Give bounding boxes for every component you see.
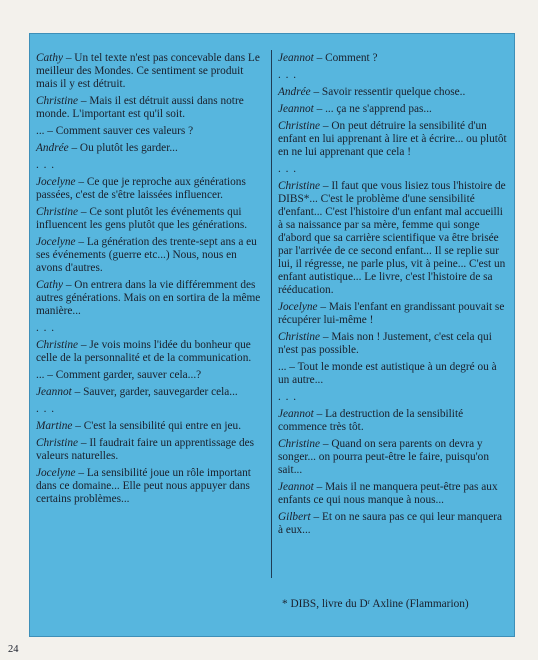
speaker-name: Jeannot — [278, 408, 314, 420]
column-divider — [271, 50, 272, 578]
speaker-name: Christine — [278, 120, 321, 132]
dialogue-entry — [36, 437, 264, 463]
entry-text: – Mais il ne manquera peut-être pas aux enfants ce qui nous manque à nous... — [278, 481, 498, 506]
dialogue-entry — [36, 142, 264, 155]
dialogue-entry — [36, 125, 264, 138]
entry-text: – Il faut que vous lisiez tous l'histoire de DIBS*... C'est le problème d'une sensibilité d'enfant... C'est l'histoire d'un enfant mal accueilli à sa naissance par sa mère, femme qui songe d'abord que sa carrière scientifique va être brisée par l'arrivée de ce second enfant... Il se replie sur lui, il régresse, ne parle plus, vit à peine... C'est un enfant autistique... Le livre, c'est l'histoire de sa rééducation. — [278, 180, 506, 296]
entry-text: ... – Tout le monde est autistique à un degré ou à un autre... — [278, 361, 497, 386]
entry-text: – ... ça ne s'apprend pas... — [313, 103, 432, 115]
dialogue-entry — [36, 467, 264, 506]
dialogue-entry — [278, 86, 508, 99]
entry-text: – La génération des trente-sept ans a eu ses événements (guerre etc...) Nous, nous en avons d'autres. — [36, 236, 257, 274]
entry-text: – Quand on sera parents on devra y songer... on pourra peut-être le faire, puisqu'on sait... — [278, 438, 489, 476]
speaker-name: Jocelyne — [36, 176, 76, 188]
entry-text: ... – Comment sauver ces valeurs ? — [36, 125, 194, 137]
entry-text: – La destruction de la sensibilité commence très tôt. — [278, 408, 464, 433]
dialogue-entry — [278, 103, 508, 116]
dialogue-entry — [36, 95, 264, 121]
speaker-name: Christine — [36, 437, 79, 449]
speaker-name: Jeannot — [278, 481, 314, 493]
entry-text: – Sauver, garder, sauvegarder cela... — [71, 386, 238, 398]
entry-text: – Comment ? — [313, 52, 378, 64]
entry-text: – On peut détruire la sensibilité d'un enfant en lui apprenant à lire et à écrire... ou plutôt en ne lui apprenant que cela ! — [278, 120, 507, 158]
ellipsis-break — [278, 163, 508, 176]
entry-text: – Un tel texte n'est pas concevable dans Le meilleur des Mondes. Ce sentiment se produit mais il y est détruit. — [36, 52, 260, 90]
dialogue-entry — [278, 408, 508, 434]
page-number: 24 — [8, 644, 19, 655]
entry-text: – La sensibilité joue un rôle important dans ce domaine... Elle peut nous appuyer dans certains problèmes... — [36, 467, 251, 505]
speaker-name: Jocelyne — [36, 467, 76, 479]
dialogue-entry — [278, 120, 508, 159]
dialogue-entry — [278, 331, 508, 357]
entry-text: . . . — [278, 163, 298, 175]
entry-text: – Savoir ressentir quelque chose.. — [310, 86, 466, 98]
dialogue-entry — [36, 279, 264, 318]
ellipsis-break — [278, 69, 508, 82]
dialogue-entry — [278, 52, 508, 65]
dialogue-entry — [278, 180, 508, 297]
speaker-name: Christine — [36, 339, 79, 351]
entry-text: – Ce sont plutôt les événements qui influencent les gens plutôt que les générations. — [36, 206, 248, 231]
ellipsis-break — [36, 159, 264, 172]
left-column — [36, 52, 264, 510]
speaker-name: Gilbert — [278, 511, 311, 523]
footnote: * DIBS, livre du Dʳ Axline (Flammarion) — [282, 598, 469, 610]
dialogue-entry — [36, 206, 264, 232]
dialogue-entry — [36, 236, 264, 275]
entry-text: ... – Comment garder, sauver cela...? — [36, 369, 202, 381]
dialogue-entry — [278, 301, 508, 327]
speaker-name: Christine — [278, 331, 321, 343]
speaker-name: Jocelyne — [278, 301, 318, 313]
right-column — [278, 52, 508, 541]
speaker-name: Martine — [36, 420, 73, 432]
speaker-name: Jeannot — [278, 52, 314, 64]
entry-text: – Mais non ! Justement, c'est cela qui n'est pas possible. — [278, 331, 492, 356]
speaker-name: Jeannot — [36, 386, 72, 398]
entry-text: – Mais il est détruit aussi dans notre monde. L'important est qu'il soit. — [36, 95, 244, 120]
dialogue-entry — [278, 511, 508, 537]
dialogue-entry — [36, 369, 264, 382]
dialogue-entry — [36, 52, 264, 91]
entry-text: . . . — [36, 159, 56, 171]
entry-text: . . . — [278, 69, 298, 81]
ellipsis-break — [36, 322, 264, 335]
speaker-name: Jeannot — [278, 103, 314, 115]
entry-text: – Mais l'enfant en grandissant pouvait se récupérer lui-même ! — [278, 301, 505, 326]
speaker-name: Jocelyne — [36, 236, 76, 248]
speaker-name: Cathy — [36, 279, 63, 291]
entry-text: – Il faudrait faire un apprentissage des valeurs naturelles. — [36, 437, 255, 462]
speaker-name: Christine — [36, 95, 79, 107]
ellipsis-break — [36, 403, 264, 416]
entry-text: – Et on ne saura pas ce qui leur manquera à eux... — [278, 511, 502, 536]
entry-text: – Ou plutôt les garder... — [68, 142, 178, 154]
speaker-name: Andrée — [278, 86, 311, 98]
speaker-name: Andrée — [36, 142, 69, 154]
dialogue-entry — [36, 339, 264, 365]
entry-text: – Ce que je reproche aux générations passées, c'est de s'être laissées influencer. — [36, 176, 246, 201]
speaker-name: Christine — [278, 438, 321, 450]
speaker-name: Cathy — [36, 52, 63, 64]
entry-text: . . . — [278, 391, 298, 403]
dialogue-entry — [278, 361, 508, 387]
dialogue-entry — [36, 420, 264, 433]
entry-text: . . . — [36, 403, 56, 415]
dialogue-entry — [278, 438, 508, 477]
entry-text: . . . — [36, 322, 56, 334]
dialogue-entry — [36, 176, 264, 202]
entry-text: – Je vois moins l'idée du bonheur que celle de la personnalité et de la communication. — [36, 339, 252, 364]
entry-text: – On entrera dans la vie différemment des autres générations. Mais on en sortira de la même manière... — [36, 279, 261, 317]
dialogue-entry — [36, 386, 264, 399]
ellipsis-break — [278, 391, 508, 404]
entry-text: – C'est la sensibilité qui entre en jeu. — [72, 420, 242, 432]
speaker-name: Christine — [36, 206, 79, 218]
speaker-name: Christine — [278, 180, 321, 192]
dialogue-entry — [278, 481, 508, 507]
